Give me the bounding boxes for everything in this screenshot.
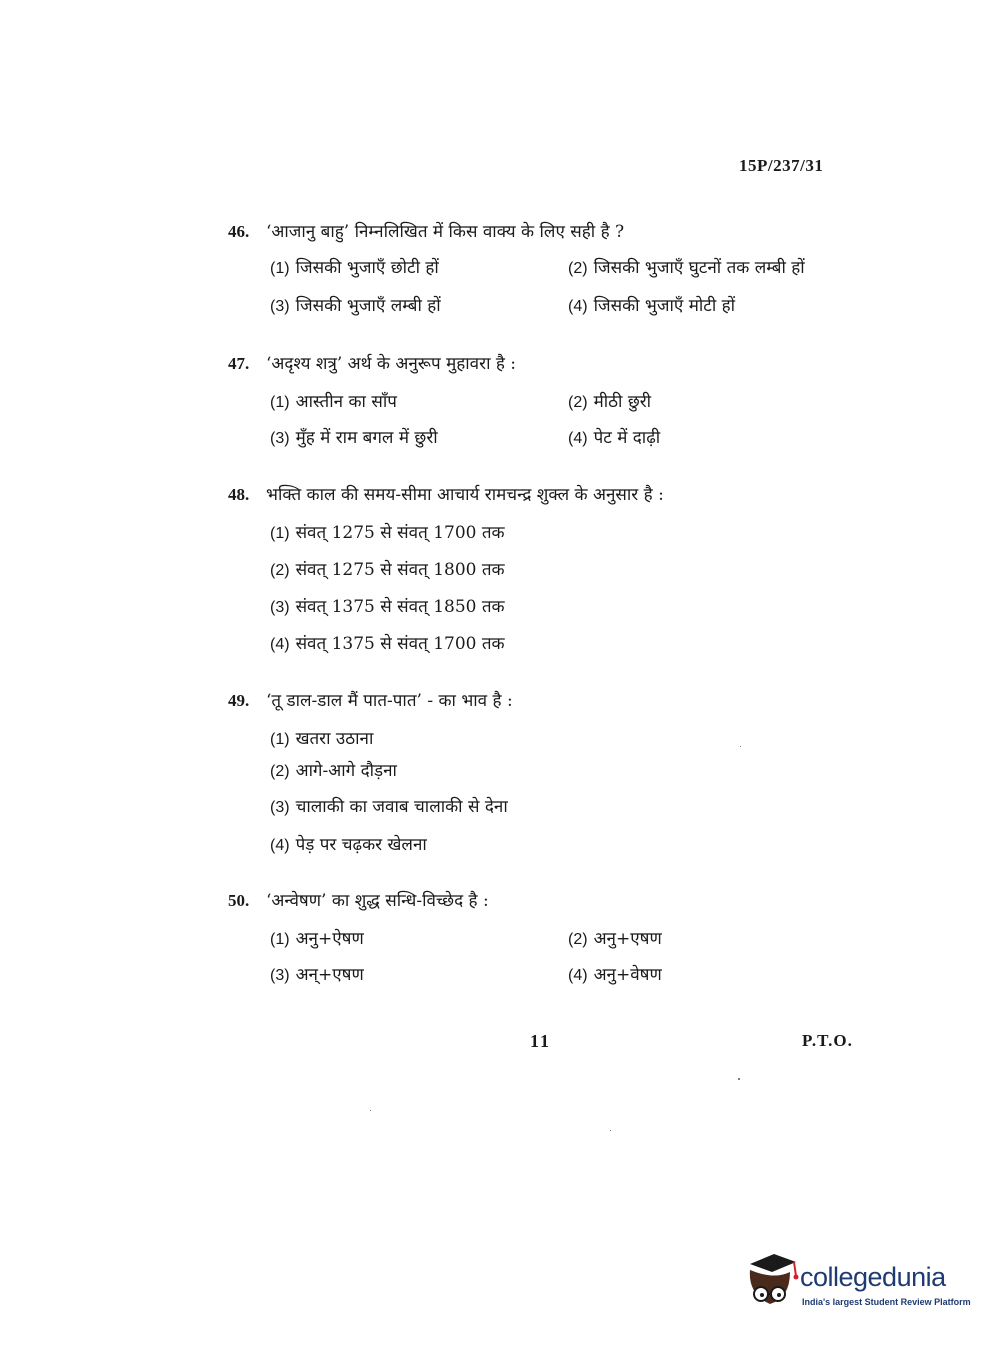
option-number: (4) xyxy=(568,298,588,315)
option-number: (1) xyxy=(270,931,290,948)
option-number: (2) xyxy=(270,562,290,579)
option-number: (2) xyxy=(270,763,290,780)
scan-speck xyxy=(740,746,741,747)
option-2[interactable] xyxy=(270,758,397,781)
question-47 xyxy=(228,351,868,453)
option-text: आगे-आगे दौड़ना xyxy=(295,761,397,781)
option-text: अनु+वेषण xyxy=(593,965,662,985)
option-text: जिसकी भुजाएँ मोटी हों xyxy=(593,296,736,316)
question-46 xyxy=(228,219,868,321)
option-number: (4) xyxy=(568,967,588,984)
option-text: जिसकी भुजाएँ लम्बी हों xyxy=(295,296,441,316)
option-text: अनु+ऐषण xyxy=(295,929,364,949)
question-text: भक्ति काल की समय-सीमा आचार्य रामचन्द्र शुक्ल के अनुसार है : xyxy=(266,485,664,505)
option-2[interactable] xyxy=(270,557,505,580)
scan-speck xyxy=(370,1110,371,1111)
question-text: ‘अन्वेषण’ का शुद्ध सन्धि-विच्छेद है : xyxy=(266,891,489,911)
option-text: संवत् 1375 से संवत् 1850 तक xyxy=(295,597,505,617)
question-text: ‘अदृश्य शत्रु’ अर्थ के अनुरूप मुहावरा है : xyxy=(266,354,517,374)
pto-marker: P.T.O. xyxy=(802,1031,853,1050)
option-4[interactable] xyxy=(568,425,660,448)
question-text: ‘आजानु बाहु’ निम्नलिखित में किस वाक्य के लिए सही है ? xyxy=(266,222,625,242)
option-number: (2) xyxy=(568,260,588,277)
option-text: मीठी छुरी xyxy=(593,392,652,412)
option-number: (3) xyxy=(270,967,290,984)
option-3[interactable] xyxy=(270,794,508,817)
option-1[interactable] xyxy=(270,726,373,749)
option-4[interactable] xyxy=(568,962,662,985)
collegedunia-logo[interactable] xyxy=(744,1250,974,1320)
option-3[interactable] xyxy=(270,293,441,316)
option-text: पेड़ पर चढ़कर खेलना xyxy=(295,835,427,855)
option-text: आस्तीन का साँप xyxy=(295,392,397,412)
logo-brand: collegedunia xyxy=(800,1262,946,1292)
option-text: चालाकी का जवाब चालाकी से देना xyxy=(295,797,508,817)
option-text: जिसकी भुजाएँ छोटी हों xyxy=(295,258,439,278)
option-text: अन्+एषण xyxy=(295,965,364,985)
option-1[interactable] xyxy=(270,520,505,543)
option-number: (4) xyxy=(270,636,290,653)
option-4[interactable] xyxy=(568,293,735,316)
option-text: पेट में दाढ़ी xyxy=(593,428,661,448)
option-2[interactable] xyxy=(568,389,651,412)
question-50 xyxy=(228,888,868,990)
option-number: (3) xyxy=(270,298,290,315)
option-3[interactable] xyxy=(270,962,364,985)
paper-code: 15P/237/31 xyxy=(739,156,824,175)
option-number: (3) xyxy=(270,599,290,616)
question-text: ‘तू डाल-डाल मैं पात-पात’ - का भाव है : xyxy=(266,691,513,711)
question-number: 47. xyxy=(228,354,250,373)
question-number: 46. xyxy=(228,222,250,241)
option-text: संवत् 1375 से संवत् 1700 तक xyxy=(295,634,505,654)
option-4[interactable] xyxy=(270,832,427,855)
question-number: 49. xyxy=(228,691,250,710)
option-1[interactable] xyxy=(270,389,397,412)
option-1[interactable] xyxy=(270,255,439,278)
option-4[interactable] xyxy=(270,631,505,654)
option-number: (1) xyxy=(270,731,290,748)
option-number: (4) xyxy=(568,430,588,447)
mascot-icon xyxy=(744,1250,800,1312)
option-text: खतरा उठाना xyxy=(295,729,374,749)
option-1[interactable] xyxy=(270,926,364,949)
option-text: संवत् 1275 से संवत् 1700 तक xyxy=(295,523,505,543)
option-text: संवत् 1275 से संवत् 1800 तक xyxy=(295,560,505,580)
question-number: 48. xyxy=(228,485,250,504)
option-number: (1) xyxy=(270,260,290,277)
logo-tagline: India's largest Student Review Platform xyxy=(802,1297,971,1307)
option-number: (4) xyxy=(270,837,290,854)
option-3[interactable] xyxy=(270,425,438,448)
option-text: मुँह में राम बगल में छुरी xyxy=(295,428,438,448)
option-text: जिसकी भुजाएँ घुटनों तक लम्बी हों xyxy=(593,258,805,278)
question-number: 50. xyxy=(228,891,250,910)
question-49 xyxy=(228,688,868,864)
question-48 xyxy=(228,482,868,658)
option-number: (1) xyxy=(270,525,290,542)
option-text: अनु+एषण xyxy=(593,929,662,949)
scan-speck xyxy=(610,1130,611,1131)
option-2[interactable] xyxy=(568,926,662,949)
option-number: (2) xyxy=(568,931,588,948)
option-2[interactable] xyxy=(568,255,805,278)
option-number: (3) xyxy=(270,799,290,816)
option-3[interactable] xyxy=(270,594,505,617)
page-number: 11 xyxy=(530,1031,552,1051)
option-number: (1) xyxy=(270,394,290,411)
option-number: (2) xyxy=(568,394,588,411)
scan-speck xyxy=(738,1078,740,1080)
option-number: (3) xyxy=(270,430,290,447)
